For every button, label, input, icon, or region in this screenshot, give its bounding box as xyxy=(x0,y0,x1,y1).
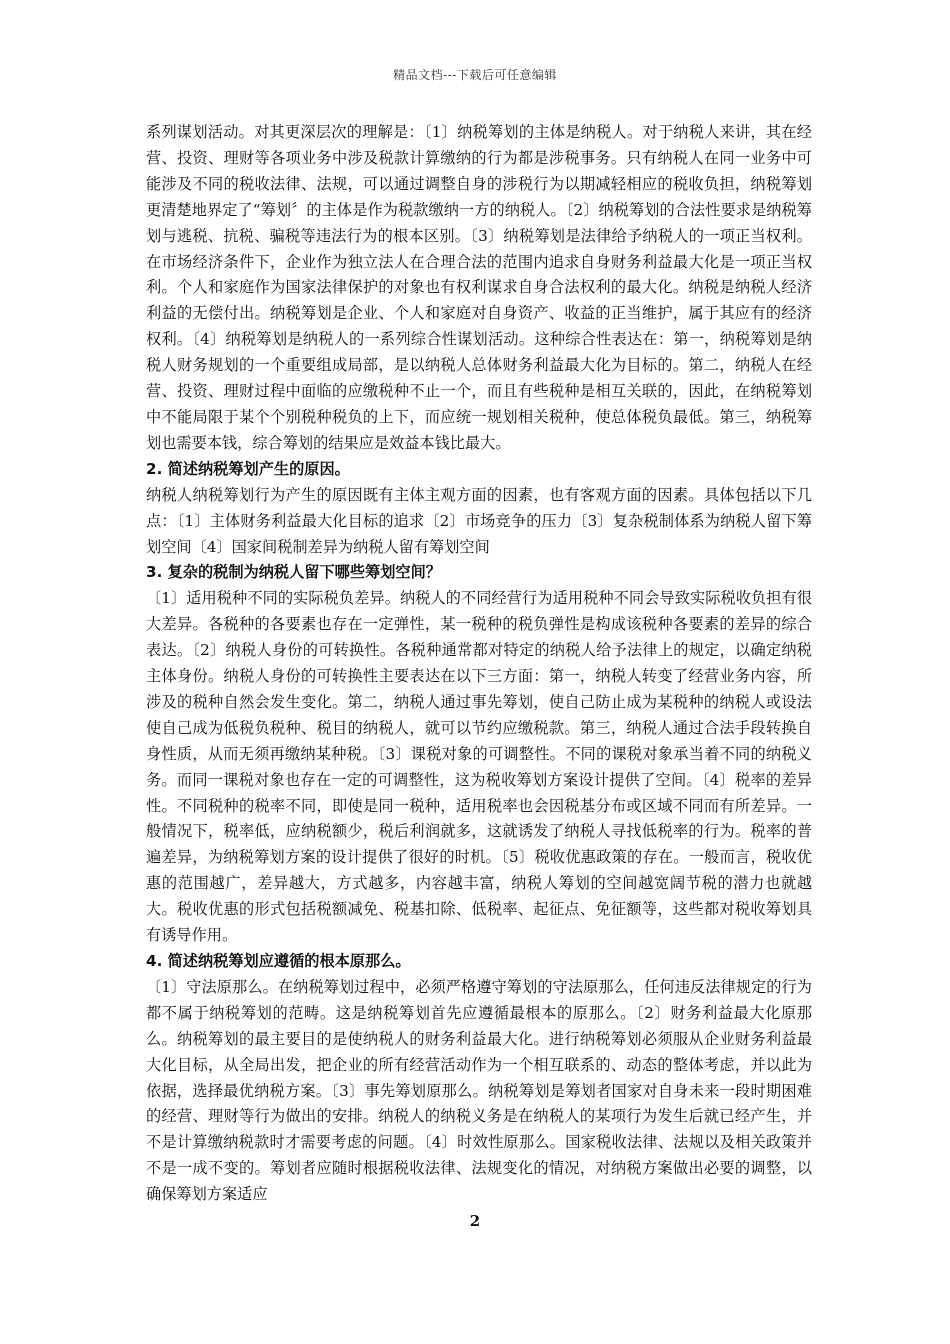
paragraph-4: 〔1〕守法原那么。在纳税筹划过程中，必须严格遵守筹划的守法原那么，任何违反法律规定的行为都不属于纳税筹划的范畴。这是纳税筹划首先应遵循最根本的原那么。〔2〕财务利益最大化原那么。纳税筹划的最主要目的是使纳税人的财务利益最大化。进行纳税筹划必须服从企业财务利益最大化目标，从全局出发，把企业的所有经营活动作为一个相互联系的、动态的整体考虑，并以此为依据，选择最优纳税方案。〔3〕事先筹划原那么。纳税筹划是筹划者国家对自身未来一段时期困难的经营、理财等行为做出的安排。纳税人的纳税义务是在纳税人的某项行为发生后就已经产生，并不是计算缴纳税款时才需要考虑的问题。〔4〕时效性原那么。国家税收法律、法规以及相关政策并不是一成不变的。筹划者应随时根据税收法律、法规变化的情况，对纳税方案做出必要的调整，以确保筹划方案适应 xyxy=(146,977,812,1204)
question-heading-2: 2. 简述纳税筹划产生的原因。 xyxy=(146,459,350,478)
paragraph-2: 纳税人纳税筹划行为产生的原因既有主体主观方面的因素，也有客观方面的因素。具体包括以下几点：〔1〕主体财务利益最大化目标的追求〔2〕市场竞争的压力〔3〕复杂税制体系为纳税人留下筹划空间〔4〕国家间税制差异为纳税人留有筹划空间 xyxy=(146,485,812,556)
question-heading-4: 4. 简述纳税筹划应遵循的根本原那么。 xyxy=(146,952,411,970)
paragraph-3: 〔1〕适用税种不同的实际税负差异。纳税人的不同经营行为适用税种不同会导致实际税收负担有很大差异。各税种的各要素也存在一定弹性，某一税种的税负弹性是构成该税种各要素的差异的综合表达。〔2〕纳税人身份的可转换性。各税种通常都对特定的纳税人给予法律上的规定，以确定纳税主体身份。纳税人身份的可转换性主要表达在以下三方面：第一，纳税人转变了经营业务内容，所涉及的税种自然会发生变化。第二，纳税人通过事先筹划，使自己防止成为某税种的纳税人或设法使自己成为低税负税种、税目的纳税人，就可以节约应缴税款。第三，纳税人通过合法手段转换自身性质，从而无须再缴纳某种税。〔3〕课税对象的可调整性。不同的课税对象承当着不同的纳税义务。而同一课税对象也存在一定的可调整性，这为税收筹划方案设计提供了空间。〔4〕税率的差异性。不同税种的税率不同，即使是同一税种，适用税率也会因税基分布或区域不同而有所差异。一般情况下，税率低，应纳税额少，税后利润就多，这就诱发了纳税人寻找低税率的行为。税率的普遍差异，为纳税筹划方案的设计提供了很好的时机。〔5〕税收优惠政策的存在。一般而言，税收优惠的范围越广，差异越大，方式越多，内容越丰富，纳税人筹划的空间越宽阔节税的潜力也就越大。税收优惠的形式包括税额减免、税基扣除、低税率、起征点、免征额等，这些都对税收筹划具有诱导作用。 xyxy=(146,589,812,945)
question-heading-3: 3. 复杂的税制为纳税人留下哪些筹划空间？ xyxy=(146,563,441,582)
paragraph-1: 系列谋划活动。对其更深层次的理解是：〔1〕纳税筹划的主体是纳税人。对于纳税人来讲，其在经营、投资、理财等各项业务中涉及税款计算缴纳的行为都是涉税事务。只有纳税人在同一业务中可能涉及不同的税收法律、法规，可以通过调整自身的涉税行为以期减轻相应的税收负担，纳税筹划更清楚地界定了“筹划〞的主体是作为税款缴纳一方的纳税人。〔2〕纳税筹划的合法性要求是纳税筹划与逃税、抗税、骗税等违法行为的根本区别。〔3〕纳税筹划是法律给予纳税人的一项正当权利。在市场经济条件下，企业作为独立法人在合理合法的范围内追求自身财务利益最大化是一项正当权利。个人和家庭作为国家法律保护的对象也有权利谋求自身合法权利的最大化。纳税是纳税人经济利益的无偿付出。纳税筹划是企业、个人和家庭对自身资产、收益的正当维护，属于其应有的经济权利。〔4〕纳税筹划是纳税人的一系列综合性谋划活动。这种综合性表达在：第一，纳税筹划是纳税人财务规划的一个重要组成局部，是以纳税人总体财务利益最大化为目标的。第二，纳税人在经营、投资、理财过程中面临的应缴税种不止一个，而且有些税种是相互关联的，因此，在纳税筹划中不能局限于某个个别税种税负的上下，而应统一规划相关税种，使总体税负最低。第三，纳税筹划也需要本钱，综合筹划的结果应是效益本钱比最大。 xyxy=(146,123,812,452)
document-body xyxy=(146,120,812,1208)
page-number: 2 xyxy=(469,1212,481,1230)
page-header: 精品文档---下载后可任意编辑 xyxy=(393,68,557,82)
